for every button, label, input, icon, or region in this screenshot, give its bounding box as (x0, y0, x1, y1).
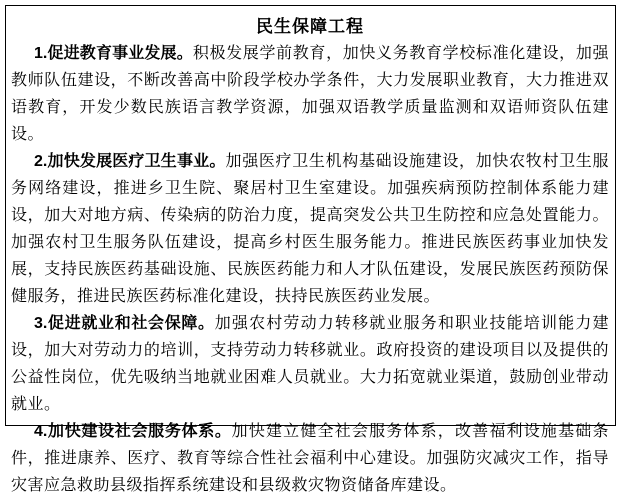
paragraph-body: 加快建立健全社会服务体系，改善福利设施基础条件，推进康养、医疗、教育等综合性社会福利中心建设。加强防灾减灾工作，指导灾害应急救助县级指挥系统建设和县级救灾物资储备库建设。 (11, 423, 609, 494)
paragraph-social-service-system (11, 418, 609, 499)
paragraph-lead: 2.加快发展医疗卫生事业。 (34, 153, 226, 170)
document-page (5, 5, 616, 426)
paragraph-body: 加强农村劳动力转移就业服务和职业技能培训能力建设，加大对劳动力的培训，支持劳动力转移就业。政府投资的建设项目以及提供的公益性岗位，优先吸纳当地就业困难人员就业。大力拓宽就业渠道，鼓励创业带动就业。 (11, 315, 609, 413)
paragraph-lead: 4.加快建设社会服务体系。 (34, 423, 232, 440)
paragraph-education (11, 40, 609, 148)
paragraph-lead: 3.促进就业和社会保障。 (34, 315, 215, 332)
paragraph-body: 积极发展学前教育，加快义务教育学校标准化建设，加强教师队伍建设，不断改善高中阶段学校办学条件，大力发展职业教育，大力推进双语教育，开发少数民族语言教学资源，加强双语教学质量监测和双语师资队伍建设。 (11, 45, 609, 143)
paragraph-medical-health (11, 148, 609, 310)
paragraph-employment-social-security (11, 310, 609, 418)
paragraph-lead: 1.促进教育事业发展。 (34, 45, 193, 62)
document-title: 民生保障工程 (11, 13, 609, 40)
paragraph-body: 加强医疗卫生机构基础设施建设，加快农牧村卫生服务网络建设，推进乡卫生院、聚居村卫生室建设。加强疾病预防控制体系能力建设，加大对地方病、传染病的防治力度，提高突发公共卫生防控和应急处置能力。加强农村卫生服务队伍建设，提高乡村医生服务能力。推进民族医药事业加快发展，支持民族医药基础设施、民族医药能力和人才队伍建设，发展民族医药预防保健服务，推进民族医药标准化建设，扶持民族医药业发展。 (11, 153, 609, 305)
